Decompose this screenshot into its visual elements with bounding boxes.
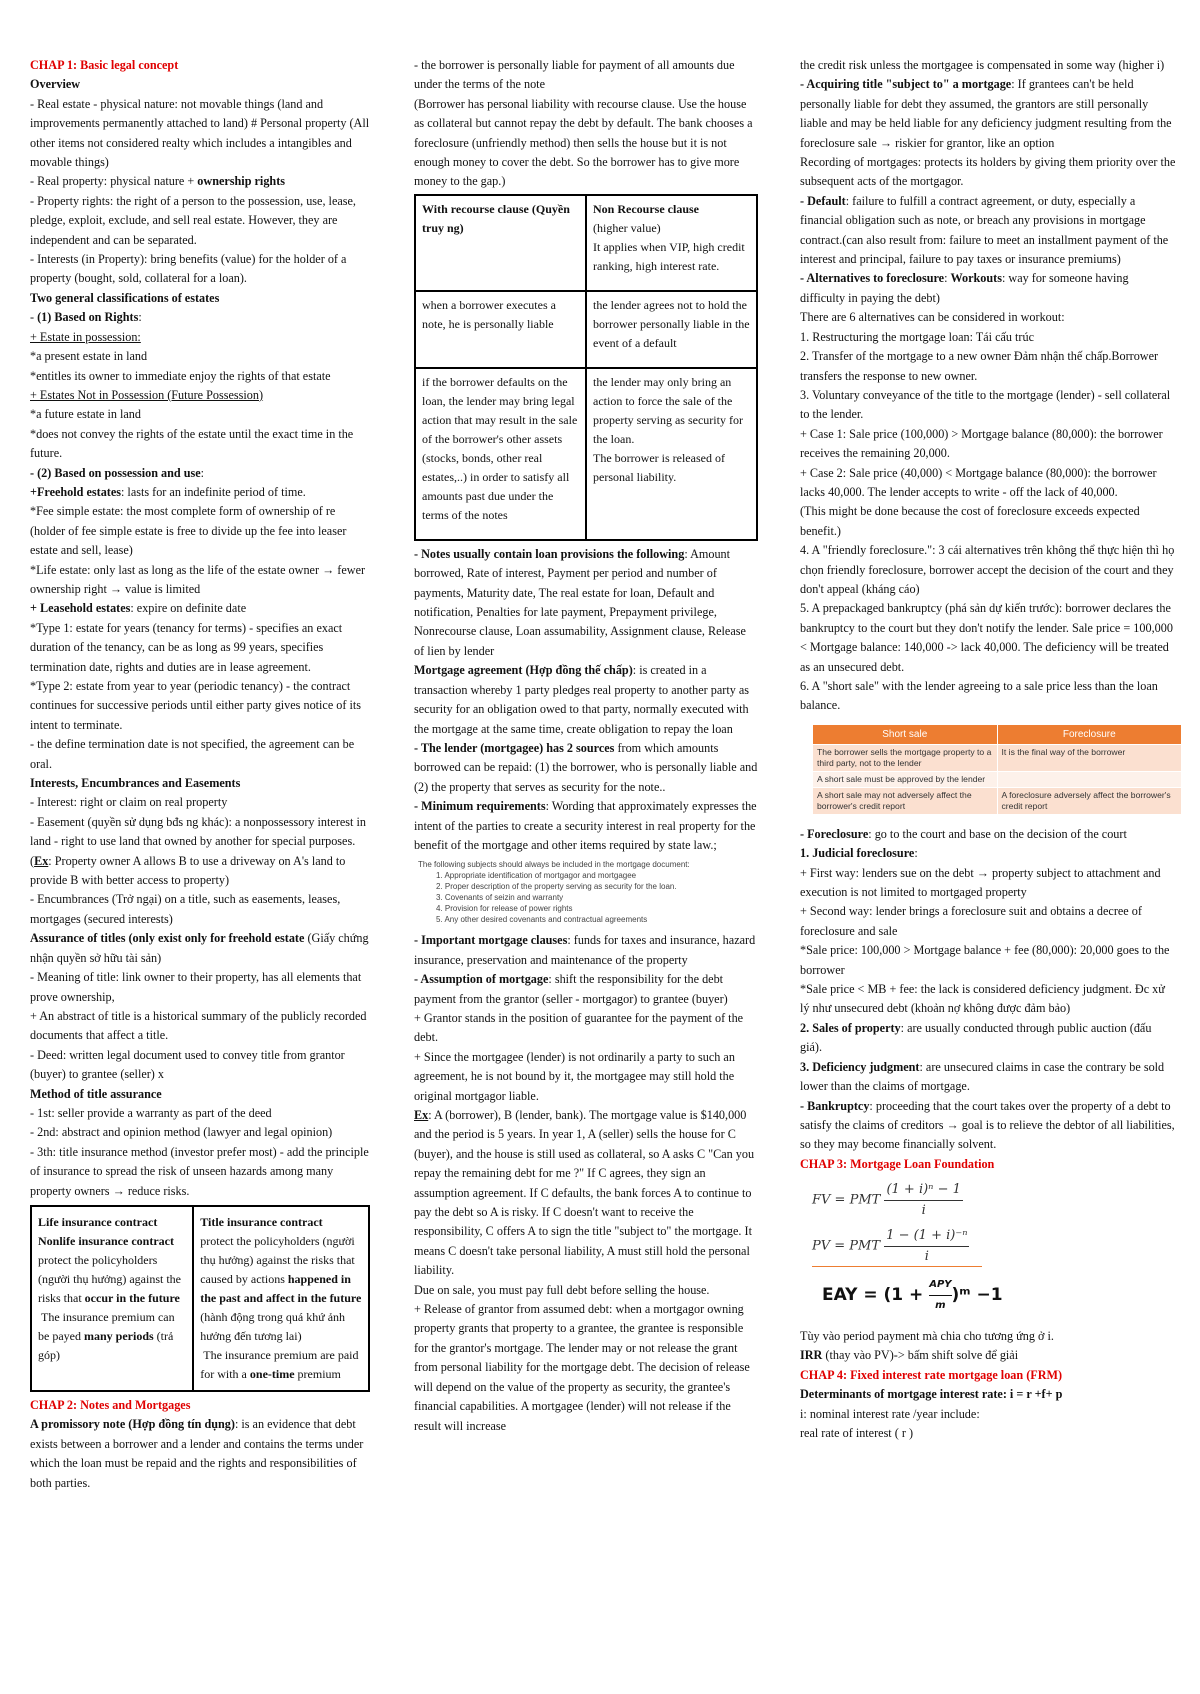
type2-line: *Type 2: estate from year to year (periodic tenancy) - the contract continues for successive periods until either party gives notice of its intent to terminate. [30, 679, 362, 732]
easement-example: (Ex: Property owner A allows B to use a driveway on A's land to provide B with better access to property) [30, 853, 346, 888]
life-estate-line: *Life estate: only last as long as the life of the estate owner → fewer ownership right → value is limited [30, 562, 366, 596]
freehold-line: +Freehold estates: lasts for an indefinite period of time. [30, 484, 306, 499]
nonrecourse-header-cell: Non Recourse clause (higher value) It applies when VIP, high credit ranking, high interest rate. [586, 195, 757, 291]
two-general-heading: Two general classifications of estates [30, 290, 220, 305]
important-clauses: - Important mortgage clauses: funds for taxes and insurance, hazard insurance, preservation and maintenance of the property [414, 933, 756, 967]
interests-heading: Interests, Encumbrances and Easements [30, 776, 241, 791]
case-1: + Case 1: Sale price (100,000) > Mortgage balance (80,000): the borrower receives the remaining 20,000. [800, 426, 1163, 461]
abstract-line: + An abstract of title is a historical summary of the publicly recorded documents that affect a title. [30, 1008, 367, 1043]
bankruptcy-paragraph: - Bankruptcy: proceeding that the court takes over the property of a debt to satisfy the claims of creditors → goal is to relieve the debtor of all liabilities, so they may become financially solvent. [800, 1098, 1175, 1152]
fee-simple-line: *Fee simple estate: the most complete form of ownership of re (holder of fee simple estate is free to divide up the fee into leaser estate and sell, lease) [30, 504, 347, 558]
foreclosure-cell [997, 771, 1182, 787]
define-termination-line: - the define termination date is not specified, the agreement can be oral. [30, 737, 355, 771]
overview-heading: Overview [30, 77, 81, 92]
encumbrances-line: - Encumbrances (Trở ngại) on a title, such as easements, leases, mortgages (secured interests) [30, 892, 341, 926]
borrower-liable-line: - the borrower is personally liable for payment of all amounts due under the terms of the note [414, 58, 735, 92]
judicial-foreclosure: 1. Judicial foreclosure: [800, 846, 918, 861]
mortgage-agreement: Mortgage agreement (Hợp đồng thế chấp): is created in a transaction whereby 1 party pledges real property to another party as security for an obligation owed to that party, normally executed with the mortgage at the same time, create obligation to repay the loan [414, 663, 750, 736]
nonrecourse-row1-cell: the lender agrees not to hold the borrower personally liable in the event of a default [586, 291, 757, 368]
minimum-requirements: - Minimum requirements: Wording that approximately expresses the intent of the parties to create a security interest in real property for the benefit of the mortgage and other items required by state law.; [414, 799, 757, 852]
method-3th: - 3th: title insurance method (investor prefer most) - add the principle of insurance to spread the risk of unseen hazards among many property owners → reduce risks. [30, 1144, 369, 1198]
this-might-line: (This might be done because the cost of foreclosure exceeds expected benefit.) [800, 504, 1140, 538]
short-sale-cell: A short sale must be approved by the lender [813, 771, 998, 787]
entitles-line: *entitles its owner to immediate enjoy the rights of that estate [30, 368, 331, 383]
foreclosure-header: Foreclosure [997, 724, 1182, 744]
chap1-title: CHAP 1: Basic legal concept [30, 58, 179, 72]
recourse-row2-cell: if the borrower defaults on the loan, the lender may bring legal action that may result in the sale of the borrower's other assets (stocks, bonds, other real estates,..) in order to satisfy all amounts past due under the terms of the notes [415, 368, 586, 540]
estates-not-in-possession: + Estates Not in Possession (Future Possession) [30, 387, 264, 402]
there-are-line: There are 6 alternatives can be considered in workout: [800, 310, 1065, 325]
real-rate-line: real rate of interest ( r ) [800, 1425, 914, 1440]
fv-formula: FV = PMT $\frac{\text{(1 + i)ⁿ − 1}}{i}$ [812, 1182, 961, 1218]
irr-line: IRR (thay vào PV)-> bấm shift solve để giải [800, 1348, 1019, 1363]
chap3-title: CHAP 3: Mortgage Loan Foundation [800, 1156, 995, 1171]
deficiency-judgment: 3. Deficiency judgment: are unsecured claims in case the contrary be sold lower than the claims of mortgage. [800, 1059, 1165, 1094]
title-insurance-cell: Title insurance contract protect the policyholders (người thụ hưởng) against the risks that caused by actions happened in the past and affect in the future (hành động trong quá khứ ảnh hưởng đến tương lai) The insurance premium are paid for with a one-time premium [193, 1206, 369, 1391]
easement-line: - Easement (quyền sử dụng bđs ng khác): a nonpossessory interest in land - right to use land that owned by another for special purposes. [30, 814, 366, 849]
alternative-2: 2. Transfer of the mortgage to a new owner Đảm nhận thế chấp.Borrower transfers the response to new owner. [800, 349, 1159, 383]
deed-line: - Deed: written legal document used to convey title from grantor (buyer) to grantee (seller) x [30, 1047, 345, 1082]
notes-provisions: - Notes usually contain loan provisions the following: Amount borrowed, Rate of interest, Payment per period and number of payments, Maturity date, The real estate for loan, Default and notification, Penalties for late payment, Prepayment privilege, Nonrecourse clause, Loan assumability, Assignment clause, Release of lien by lender [414, 546, 746, 658]
type1-line: *Type 1: estate for years (tenancy for terms) - specifies an exact duration of the tenancy, can be as long as 99 years, specifies termination date, rights and duties are in lease agreement. [30, 620, 343, 674]
method-1st: - 1st: seller provide a warranty as part of the deed [30, 1105, 272, 1120]
due-on-sale-line: Due on sale, you must pay full debt before selling the house. [414, 1282, 710, 1297]
recourse-table [414, 194, 758, 541]
short-sale-cell: The borrower sells the mortgage property to a third party, not to the lender [813, 744, 998, 771]
foreclosure-cell: A foreclosure adversely affect the borrower's credit report [997, 787, 1182, 814]
recording-line: Recording of mortgages: protects its holders by giving them priority over the subsequent acts of the mortgagor. [800, 155, 1176, 189]
chap2-title: CHAP 2: Notes and Mortgages [30, 1397, 191, 1412]
sale-price-1: *Sale price: 100,000 > Mortgage balance + fee (80,000): 20,000 goes to the borrower [800, 943, 1170, 977]
lender-sources: - The lender (mortgagee) has 2 sources from which amounts borrowed can be repaid: (1) the borrower, who is personally liable and (2) the property that serves as security for the note.. [414, 740, 758, 794]
short-sale-table [812, 724, 1182, 815]
promissory-note-paragraph: A promissory note (Hợp đồng tín dụng): is an evidence that debt exists between a borrower and a lender and contains the terms under which the loan must be repaid and the rights and responsibilities of both parties. [30, 1417, 364, 1490]
nonrecourse-row2-cell: the lender may only bring an action to force the sale of the property serving as security for the loan. The borrower is released of personal liability. [586, 368, 757, 540]
column-1 [30, 56, 370, 1493]
method-heading: Method of title assurance [30, 1086, 162, 1101]
life-insurance-cell: Life insurance contract Nonlife insurance contract protect the policyholders (người thụ hưởng) against the risks that occur in the future The insurance premium can be payed many periods (trả góp) [31, 1206, 193, 1391]
since-mortgagee-line: + Since the mortgagee (lender) is not ordinarily a party to such an agreement, he is not bound by it, the mortgagee may still hold the original mortgagor liable. [414, 1049, 735, 1103]
method-2nd: - 2nd: abstract and opinion method (lawyer and legal opinion) [30, 1125, 333, 1140]
recourse-header-cell: With recourse clause (Quyền truy ng) [415, 195, 586, 291]
pv-formula: PV = PMT $\frac{\text{1 − (1 + i)⁻ⁿ}}{i}$ [812, 1226, 982, 1267]
real-estate-paragraph: - Real estate - physical nature: not movable things (land and improvements permanently attached to land) # Personal property (All other items not considered realty which includes a intangibles and movable things) [30, 96, 370, 170]
property-rights-paragraph: - Property rights: the right of a person to the possession, use, lease, pledge, exploit, exclude, and sell real estate. However, they are independent and can be separated. [30, 193, 356, 247]
second-way-line: + Second way: lender brings a foreclosure suit and obtains a decree of foreclosure and sale [800, 904, 1142, 938]
based-on-possession: - (2) Based on possession and use: [30, 465, 205, 480]
recourse-row1-cell: when a borrower executes a note, he is personally liable [415, 291, 586, 368]
alternative-3: 3. Voluntary conveyance of the title to the mortgage (lender) - sell collateral to the lender. [800, 387, 1171, 422]
chap4-title: CHAP 4: Fixed interest rate mortgage loan (FRM) [800, 1367, 1063, 1382]
mortgage-document-list: The following subjects should always be included in the mortgage document: 1. Appropriate identification of mortgagor and mortgagee 2. Proper description of the property serving as security for the loan. 3. Covenants of seizin and warranty 4. Provision for release of power rights 5. Any other desired covenants and contractual agreements [418, 860, 690, 925]
estate-in-possession: + Estate in possession: [30, 329, 141, 344]
sales-of-property: 2. Sales of property: are usually conducted through public auction (đấu giá). [800, 1020, 1152, 1055]
assumption-of-mortgage: - Assumption of mortgage: shift the responsibility for the debt payment from the grantor (seller - mortgagor) to grantee (buyer) [414, 972, 728, 1006]
future-estate-line: *a future estate in land [30, 407, 141, 422]
credit-risk-line: the credit risk unless the mortgagee is compensated in some way (higher i) [800, 58, 1165, 72]
grantor-stands-line: + Grantor stands in the position of guarantee for the payment of the debt. [414, 1010, 744, 1045]
short-sale-cell: A short sale may not adversely affect the borrower's credit report [813, 787, 998, 814]
tuy-vao-line: Tùy vào period payment mà chia cho tương ứng ở i. [800, 1328, 1054, 1343]
foreclosure-paragraph: - Foreclosure: go to the court and base on the decision of the court [800, 826, 1127, 841]
not-convey-line: *does not convey the rights of the estate until the exact time in the future. [30, 426, 354, 461]
default-paragraph: - Default: failure to fulfill a contract agreement, or duty, especially a financial obligation such as note, or breach any provisions in mortgage contract.(can also result from: failure to meet an installment payment of the interest and principal, failure to pay taxes or insurance premiums) [800, 193, 1169, 267]
determinants-line: Determinants of mortgage interest rate: i = r +f+ p [800, 1387, 1063, 1402]
interest-right-line: - Interest: right or claim on real property [30, 795, 228, 810]
real-property-paragraph: - Real property: physical nature + ownership rights [30, 174, 285, 189]
short-sale-header: Short sale [813, 724, 998, 744]
foreclosure-cell: It is the final way of the borrower [997, 744, 1182, 771]
eay-formula: EAY = (1 + $\frac{\text{APY}}{m}$ )ᵐ −1 [822, 1275, 1176, 1315]
column-2 [414, 56, 758, 1436]
based-on-rights: - (1) Based on Rights: [30, 310, 142, 325]
alternatives-paragraph: - Alternatives to foreclosure: Workouts: way for someone having difficulty in paying the debt) [800, 271, 1129, 305]
acquiring-title: - Acquiring title "subject to" a mortgage: If grantees can't be held personally liable for debt they assumed, the grantors are still personally liable and may be held liable for any deficiency judgment resulting from the foreclosure sale → riskier for grantor, like an option [800, 77, 1172, 150]
leasehold-line: + Leasehold estates: expire on definite date [30, 601, 247, 616]
sale-price-2: *Sale price < MB + fee: the lack is considered deficiency judgment. Đc xử lý như unsecured debt (khoản nợ không được đảm bảo) [800, 982, 1165, 1016]
alternative-4: 4. A "friendly foreclosure.": 3 cái alternatives trên không thể thực hiện thì họ chọn friendly foreclosure, borrower accept the decision of the court and they don't appeal (kháng cáo) [800, 543, 1175, 596]
meaning-title-line: - Meaning of title: link owner to their property, has all elements that prove ownership, [30, 970, 362, 1004]
first-way-line: + First way: lenders sue on the debt → property subject to attachment and execution is not limited to mortgaged property [800, 865, 1161, 900]
alternative-1: 1. Restructuring the mortgage loan: Tái cấu trúc [800, 329, 1034, 344]
assumption-example: Ex: A (borrower), B (lender, bank). The mortgage value is $140,000 and the period is 5 years. In year 1, A (seller) sells the house for C (buyer), and the house is still used as collateral, so A asks C "Can you repay the remaining debt for me ?" If C agrees, they sign an assumption agreement. If C defaults, the bank forces A to continue to pay the debt so A is risky. If C doesn't want to receive the responsibility, C offers A to sign the title "subject to" the mortgage. It means C doesn't take personal liability, A must still hold the personal liability. [414, 1108, 755, 1278]
alternative-6: 6. A "short sale" with the lender agreeing to a sale price less than the loan balance. [800, 679, 1158, 713]
alternative-5: 5. A prepackaged bankruptcy (phá sản dự kiến trước): borrower declares the bankruptcy to the court but they don't notify the lender. Sale price = 100,000 < Mortgage balance: 140,000 -> lack 40,000. The deficiency will be treated as an unsecured debt. [800, 601, 1173, 674]
nominal-line: i: nominal interest rate /year include: [800, 1406, 980, 1421]
recourse-explanation: (Borrower has personal liability with recourse clause. Use the house as collateral but cannot repay the debt by default. The bank chooses a foreclosure (unfriendly method) then sells the house but it is not enough money to cover the debt. So the borrower has to give more money to the gap.) [414, 96, 753, 189]
present-estate-line: *a present estate in land [30, 349, 148, 364]
case-2: + Case 2: Sale price (40,000) < Mortgage balance (80,000): the borrower lacks 40,000. The lender accepts to write - off the lack of 40,000. [800, 465, 1157, 499]
interests-paragraph: - Interests (in Property): bring benefits (value) for the holder of a property (bought, sold, collateral for a loan). [30, 252, 347, 286]
column-3 [800, 56, 1176, 1443]
insurance-table [30, 1205, 370, 1392]
assurance-heading: Assurance of titles (only exist only for freehold estate (Giấy chứng nhận quyền sở hữu tài sản) [30, 931, 369, 965]
release-grantor-line: + Release of grantor from assumed debt: when a mortgagor owning property grants that property to a grantee, the grantee is responsible for the grantor's mortgage. The lender may or not release the grant from personal liability for the mortgage debt. The decision of release will depend on the value of the property as security, the grantee's financial capabilities. A mortgagee (lender) will not release if the result will increase [414, 1302, 750, 1433]
